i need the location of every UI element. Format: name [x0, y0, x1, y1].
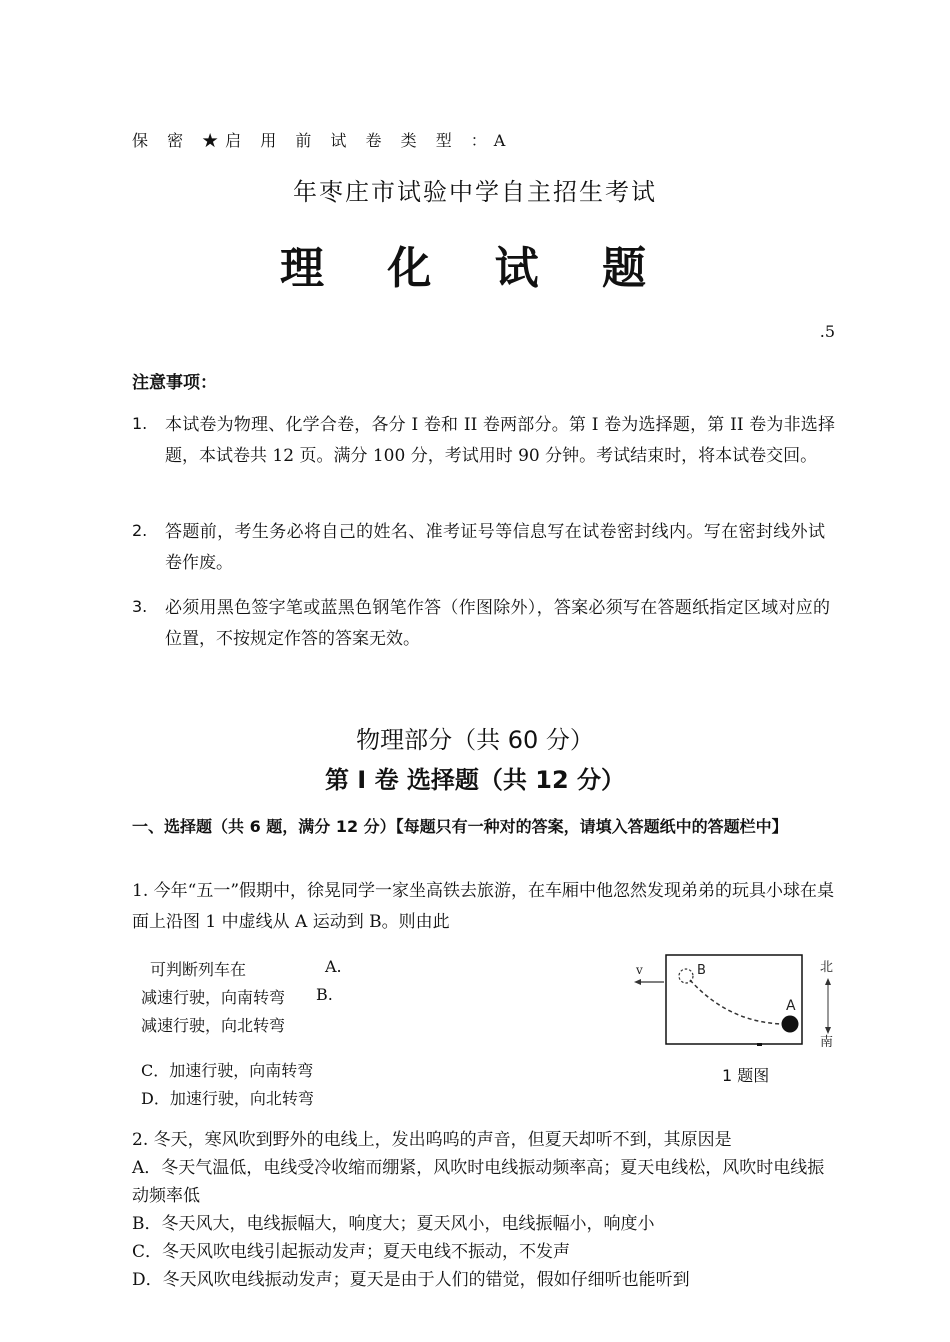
q2-option-c: C．冬天风吹电线引起振动发声；夏天电线不振动，不发声 — [132, 1242, 571, 1262]
volume-title: 第 I 卷 选择题（共 12 分） — [324, 766, 626, 794]
physics-section-title: 物理部分（共 60 分） — [356, 726, 594, 754]
note-text: 答题前，考生务必将自己的姓名、准考证号等信息写在试卷密封线内。写在密封线外试卷作废。 — [165, 522, 825, 573]
note-text: 必须用黑色签字笔或蓝黑色钢笔作答（作图除外），答案必须写在答题纸指定区域对应的位置，不按规定作答的答案无效。 — [165, 598, 830, 649]
notes-title: 注意事项： — [132, 373, 217, 393]
point-a-label: A — [786, 998, 796, 1014]
point-b-label: B — [697, 963, 706, 978]
q1-figure-caption: 1 题图 — [722, 1066, 770, 1085]
q1-lead-text: 可判断列车在 — [150, 960, 247, 979]
section-heading: 一、选择题（共 6 题，满分 12 分）【每题只有一种对的答案，请填入答题纸中的答题栏中】 — [132, 817, 788, 836]
note-number: 2. — [132, 521, 148, 540]
q1-option-b-label: B. — [316, 985, 333, 1004]
q1-figure — [628, 952, 844, 1048]
q1-option-a-text: 减速行驶，向南转弯 — [141, 988, 286, 1007]
question-2 — [132, 1126, 837, 1294]
exam-date: .5 — [819, 322, 835, 341]
south-arrow-head — [825, 1027, 831, 1034]
secret-line: 保 密 ★启 用 前 试 卷 类 型 ：A — [132, 131, 513, 150]
q1-option-a-label: A. — [325, 957, 342, 976]
velocity-label: v — [636, 963, 643, 977]
north-label: 北 — [820, 960, 834, 975]
question-1-stem: 1. 今年“五一”假期中，徐晃同学一家坐高铁去旅游，在车厢中他忽然发现弟弟的玩具小球在桌面上沿图 1 中虚线从 A 运动到 B。则由此 — [132, 881, 835, 932]
page-title: 理 化 试 题 — [280, 243, 670, 294]
table-outline — [666, 955, 802, 1044]
ball-a — [782, 1016, 799, 1033]
q2-option-d: D．冬天风吹电线振动发声；夏天是由于人们的错觉，假如仔细听也能听到 — [132, 1270, 690, 1290]
ball-path-dashed — [690, 980, 782, 1024]
table-mark — [757, 1043, 762, 1046]
north-arrow-head — [825, 978, 831, 985]
south-label: 南 — [820, 1035, 834, 1048]
velocity-arrow-head — [634, 979, 641, 985]
q1-option-d: D．加速行驶，向北转弯 — [141, 1089, 314, 1108]
q1-option-c: C．加速行驶，向南转弯 — [141, 1061, 314, 1080]
q2-option-b: B．冬天风大，电线振幅大，响度大；夏天风小，电线振幅小，响度小 — [132, 1214, 655, 1234]
q1-option-b-text: 减速行驶，向北转弯 — [141, 1016, 286, 1035]
question-2-stem: 2. 冬天，寒风吹到野外的电线上，发出呜呜的声音，但夏天却听不到，其原因是 — [132, 1130, 732, 1150]
q2-option-a: A．冬天气温低，电线受冷收缩而绷紧，风吹时电线振动频率高；夏天电线松，风吹时电线振动频率低 — [132, 1158, 825, 1206]
exam-subtitle: 年枣庄市试验中学自主招生考试 — [293, 178, 657, 206]
note-text: 本试卷为物理、化学合卷，各分 I 卷和 II 卷两部分。第 I 卷为选择题，第 II 卷为非选择题，本试卷共 12 页。满分 100 分，考试用时 90 分钟。考试结束时，将本试卷交回。 — [165, 415, 835, 466]
note-number: 1. — [132, 414, 148, 433]
note-number: 3. — [132, 597, 148, 616]
